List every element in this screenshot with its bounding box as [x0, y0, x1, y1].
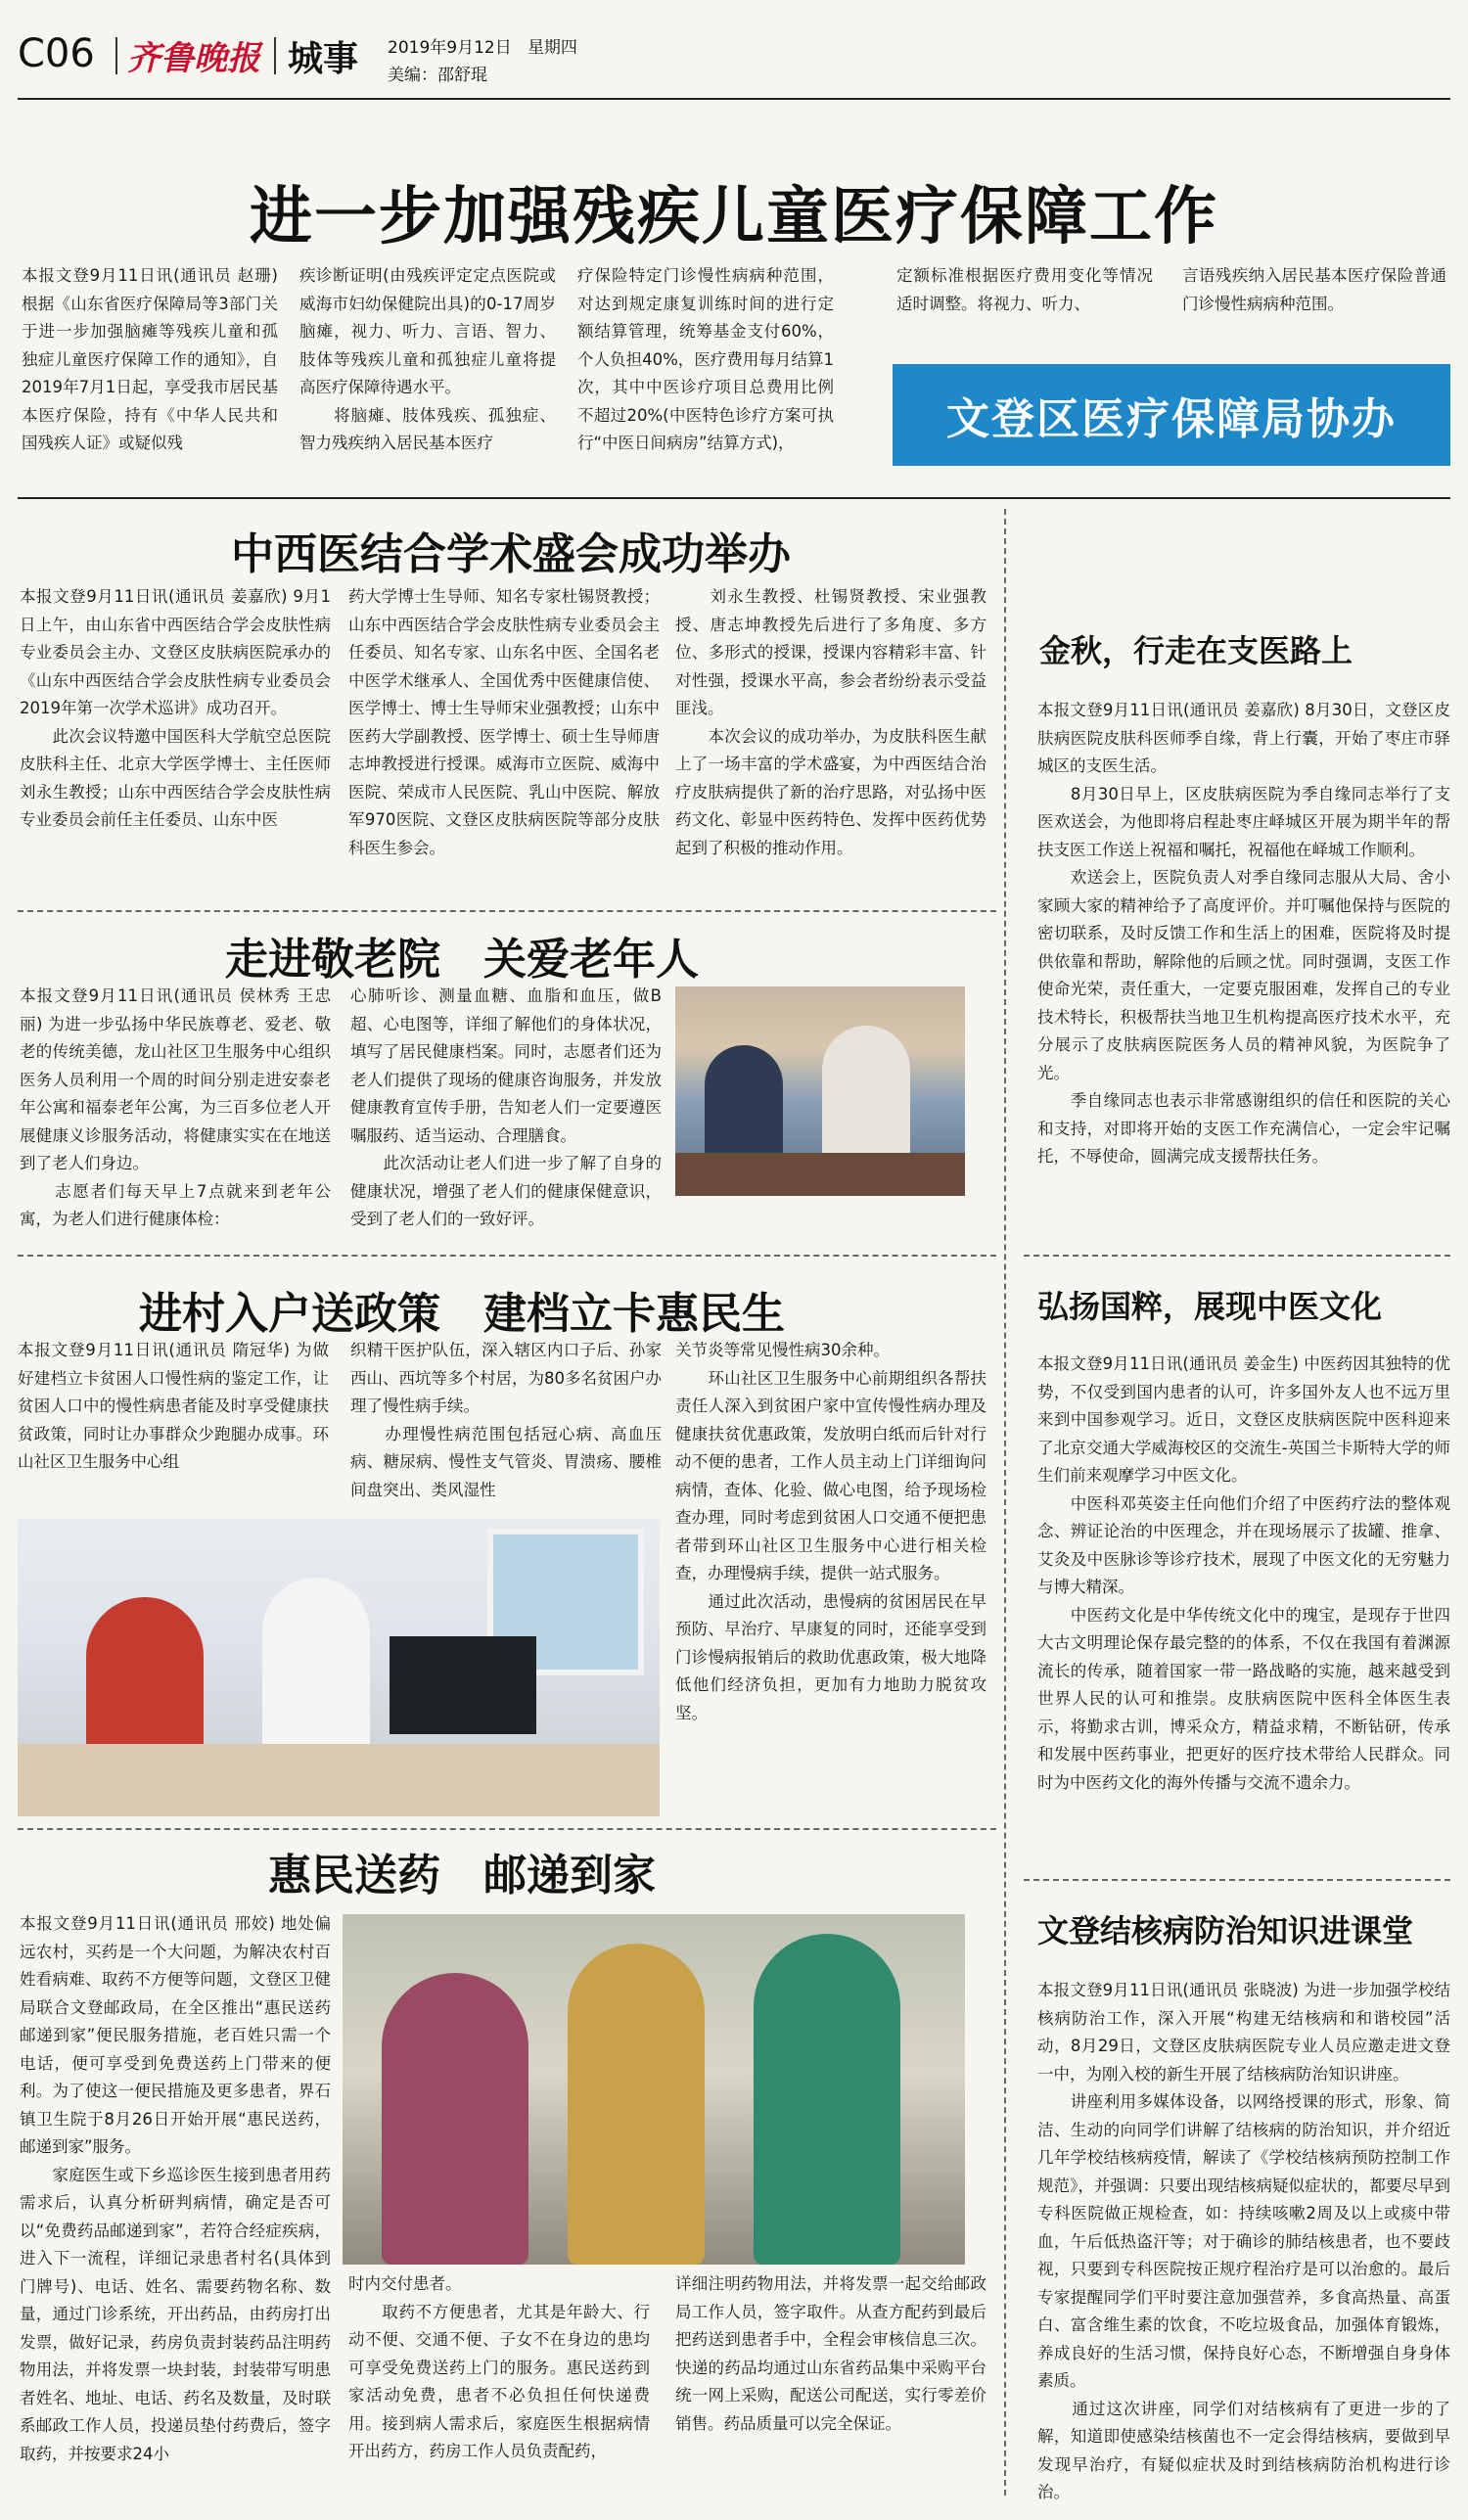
section-rule [18, 1255, 996, 1257]
article-text: 详细注明药物用法，并将发票一起交给邮政局工作人员，签字取件。从查方配药到最后把药送到患者手中，全程会审核信息三次。快递的药品均通过山东省药品集中采购平台统一网上采购，配送公司配送，实行零差价销售。药品质量可以完全保证。 [675, 2274, 986, 2433]
photo-figure [754, 1934, 900, 2265]
article-text: 言语残疾纳入居民基本医疗保险普通门诊慢性病病种范围。 [1182, 266, 1446, 313]
divider [274, 37, 276, 74]
article-text: 刘永生教授、杜锡贤教授、宋业强教授、唐志坤教授先后进行了多角度、多方位、多形式的授课，授课内容精彩丰富、针对性强，授课水平高，参会者纷纷表示受益匪浅。 本次会议的成功举办，为皮肤科医生献上了一场丰富的学术盛宴，为中西医结合治疗皮肤病提供了新的治疗思路，对弘扬中医药文化、彰显中医药特色、发挥中医药优势起到了积极的推动作用。 [675, 587, 986, 857]
article-text: 药大学博士生导师、知名专家杜锡贤教授；山东中西医结合学会皮肤性病专业委员会主任委员、知名专家、山东名中医、全国名老中医学术继承人、全国优秀中医健康信使、医学博士、博士生导师宋业强教授；山东中医药大学副教授、医学博士、硕士生导师唐志坤教授进行授课。威海市立医院、威海中医院、荣成市人民医院、乳山中医院、解放军970医院、文登区皮肤病医院等部分皮肤科医生参会。 [348, 587, 660, 857]
article-text: 疾诊断证明(由残疾评定定点医院或威海市妇幼保健院出具)的0-17周岁脑瘫，视力、听力、言语、智力、肢体等残疾儿童和孤独症儿童将提高医疗保障待遇水平。 将脑瘫、肢体残疾、孤独症、智力残疾纳入居民基本医疗 [299, 266, 556, 452]
article-text: 时内交付患者。 取药不方便患者，尤其是年龄大、行动不便、交通不便、子女不在身边的患均可享受免费送药上门的服务。惠民送药到家活动免费，患者不必负担任何快递费用。接到病人需求后，家庭医生根据病情开出药方，药房工作人员负责配药， [348, 2274, 650, 2460]
article-text: 疗保险特定门诊慢性病病种范围，对达到规定康复训练时间的进行定额结算管理，统筹基金支付60%，个人负担40%，医疗费用每月结算1次，其中中医诊疗项目总费用比例不超过20%(中医特色诊疗方案可执行“中医日间病房”结算方式)， [577, 266, 834, 452]
section-rule [1024, 1879, 1450, 1881]
section-rule [18, 497, 1450, 499]
headline: 金秋，行走在支医路上 [1039, 632, 1353, 669]
section-rule [18, 910, 996, 912]
headline: 中西医结合学术盛会成功举办 [231, 529, 791, 579]
section-name: 城事 [288, 39, 359, 79]
article-text: 本报文登9月11日讯(通讯员 侯林秀 王忠丽) 为进一步弘扬中华民族尊老、爱老、敬老的传统美德，龙山社区卫生服务中心组织医务人员利用一个周的时间分别走进安泰老年公寓和福泰老年公寓，为三百多位老人开展健康义诊服务活动，将健康实实在在地送到了老人们身边。 志愿者们每天早上7点就来到老年公寓，为老人们进行健康体检： [20, 986, 331, 1228]
article-text: 本报文登9月11日讯(通讯员 赵珊) 根据《山东省医疗保障局等3部门关于进一步加强脑瘫等残疾儿童和孤独症儿童医疗保障工作的通知》，自2019年7月1日起，享受我市居民基本医疗保险，持有《中华人民共和国残疾人证》或疑似残 [22, 266, 278, 452]
date: 2019年9月12日 [388, 38, 512, 58]
article-text: 本报文登9月11日讯(通讯员 姜金生) 中医药因其独特的优势，不仅受到国内患者的认可，许多国外友人也不远万里来到中国参观学习。近日，文登区皮肤病医院中医科迎来了北京交通大学威海校区的交流生-英国兰卡斯特大学的师生们前来观摩学习中医文化。 中医科邓英姿主任向他们介绍了中医药疗法的整体观念、辨证论治的中医理念，并在现场展示了拔罐、推拿、艾灸及中医脉诊等诊疗技术，展现了中医文化的无穷魅力与博大精深。 中医药文化是中华传统文化中的瑰宝，是现存于世四大古文明理论保存最完整的的体系，不仅在我国有着渊源流长的传承，随着国家一带一路战略的实施，越来越受到世界人民的认可和推崇。皮肤病医院中医科全体医生表示，将勤求古训，博采众方，精益求精，不断钻研，传承和发展中医药事业，把更好的医疗技术带给人民群众。同时为中医药文化的海外传播与交流不遗余力。 [1037, 1354, 1450, 1792]
masthead [18, 10, 1450, 94]
article-text: 心肺听诊、测量血糖、血脂和血压，做B超、心电图等，详细了解他们的身体状况，填写了居民健康档案。同时，志愿者们还为老人们提供了现场的健康咨询服务，并发放健康教育宣传手册，告知老人们一定要遵医嘱服药、适当运动、合理膳食。 此次活动让老人们进一步了解了自身的健康状况，增强了老人们的健康保健意识，受到了老人们的一致好评。 [350, 986, 662, 1228]
headline: 惠民送药 邮递到家 [268, 1851, 656, 1901]
headline: 弘扬国粹，展现中医文化 [1037, 1288, 1383, 1325]
weekday: 星期四 [527, 38, 577, 58]
photo-monitor [390, 1636, 536, 1734]
photo-medicine-delivery [343, 1914, 965, 2265]
sponsor-text: 文登区医疗保障局协办 [946, 394, 1397, 444]
article-text: 关节炎等常见慢性病30余种。 环山社区卫生服务中心前期组织各帮扶责任人深入到贫困户家中宣传慢性病办理及健康扶贫优惠政策，发放明白纸而后针对行动不便的患者，工作人员主动上门详细询问病情，查体、化验、做心电图，给予现场检查办理，同时考虑到贫困人口交通不便把患者带到环山社区卫生服务中心进行相关检查，办理慢病手续，提供一站式服务。 通过此次活动，患慢病的贫困居民在早预防、早治疗、早康复的同时，还能享受到门诊慢病报销后的救助优惠政策，极大地降低他们经济负担，更加有力地助力脱贫攻坚。 [675, 1341, 986, 1722]
article-text: 本报文登9月11日讯(通讯员 隋冠华) 为做好建档立卡贫困人口慢性病的鉴定工作，让贫困人口中的慢性病患者能及时享受健康扶贫政策，同时让办事群众少跑腿办成事。环山社区卫生服务中心组 [18, 1341, 329, 1471]
divider [115, 37, 117, 74]
headline: 文登结核病防治知识进课堂 [1037, 1912, 1414, 1949]
article-text: 定额标准根据医疗费用变化等情况适时调整。将视力、听力、 [896, 266, 1153, 313]
sponsor-banner [893, 364, 1450, 466]
article-text: 本报文登9月11日讯(通讯员 姜嘉欣) 9月1日上午，由山东省中西医结合学会皮肤性病专业委员会主办、文登区皮肤病医院承办的《山东中西医结合学会皮肤性病专业委员会2019年第一次学术巡讲》成功召开。 此次会议特邀中国医科大学航空总医院皮肤科主任、北京大学医学博士、主任医师刘永生教授；山东中西医结合学会皮肤性病专业委员会前任主任委员、山东中医 [20, 587, 331, 829]
headline: 进一步加强残疾儿童医疗保障工作 [250, 181, 1218, 253]
headline: 进村入户送政策 建档立卡惠民生 [139, 1289, 785, 1339]
photo-desk [18, 1744, 660, 1816]
photo-table [675, 1153, 965, 1196]
photo-elderly-checkup [675, 986, 965, 1196]
newspaper-logo: 齐鲁晚报 [127, 39, 260, 78]
article-text: 本报文登9月11日讯(通讯员 张晓波) 为进一步加强学校结核病防治工作，深入开展“构建无结核病和和谐校园”活动，8月29日，文登区皮肤病医院专业人员应邀走进文登一中，为刚入校的新生开展了结核病防治知识讲座。 讲座利用多媒体设备，以网络授课的形式，形象、简洁、生动的向同学们讲解了结核病的防治知识，并介绍近几年学校结核病疫情，解读了《学校结核病预防控制工作规范》，并强调：只要出现结核病疑似症状的，都要尽早到专科医院做正规检查，如：持续咳嗽2周及以上或痰中带血，午后低热盗汗等；对于确诊的肺结核患者，也不要歧视，只要到专科医院按正规疗程治疗是可以治愈的。最后专家提醒同学们平时要注意加强营养，多食高热量、高蛋白、富含维生素的饮食，不吃垃圾食品，加强体育锻炼，养成良好的生活习惯，保持良好心态，不断增强自身身体素质。 通过这次讲座，同学们对结核病有了更进一步的了解，知道即使感染结核菌也不一定会得结核病，要做到早发现早治疗，有疑似症状及时到结核病防治机构进行诊治。 [1037, 1981, 1450, 2501]
section-rule [18, 1828, 996, 1830]
column-divider [1004, 509, 1006, 2496]
photo-figure [568, 1944, 705, 2265]
section-rule [1024, 1255, 1450, 1257]
photo-home-visit [18, 1519, 660, 1816]
page-number: C06 [18, 31, 95, 76]
issue-date [388, 33, 577, 58]
article-text: 本报文登9月11日讯(通讯员 邢姣) 地处偏远农村，买药是一个大问题，为解决农村百姓看病难、取药不方便等问题，文登区卫健局联合文登邮政局，在全区推出“惠民送药邮递到家”便民服务措施，老百姓只需一个电话，便可享受到免费送药上门带来的便利。为了使这一便民措施及更多患者，界石镇卫生院于8月26日开始开展“惠民送药，邮递到家”服务。 家庭医生或下乡巡诊医生接到患者用药需求后，认真分析研判病情，确定是否可以“免费药品邮递到家”，若符合经症疾病，进入下一流程，详细记录患者村名(具体到门牌号)、电话、姓名、需要药物名称、数量，通过门诊系统，开出药品，由药房打出发票，做好记录，药房负责封装药品注明药物用法，并将发票一块封装，封装带写明患者姓名、地址、电话、药名及数量，及时联系邮政工作人员，投递员垫付药费后，签字取药，并按要求24小 [20, 1914, 331, 2463]
headline: 走进敬老院 关爱老年人 [225, 935, 699, 985]
article-text: 织精干医护队伍，深入辖区内口子后、孙家西山、西坑等多个村居，为80多名贫困户办理了慢性病手续。 办理慢性病范围包括冠心病、高血压病、糖尿病、慢性支气管炎、胃溃疡、腰椎间盘突出、类风湿性 [350, 1341, 662, 1499]
photo-figure [382, 1973, 528, 2265]
article-text: 本报文登9月11日讯(通讯员 姜嘉欣) 8月30日，文登区皮肤病医院皮肤科医师季自缘，背上行囊，开始了枣庄市驿城区的支医生活。 8月30日早上，区皮肤病医院为季自缘同志举行了支医欢送会，为他即将启程赴枣庄峄城区开展为期半年的帮扶支医工作送上祝福和嘱托，祝福他在峄城工作顺利。 欢送会上，医院负责人对季自缘同志服从大局、舍小家顾大家的精神给予了高度评价。并叮嘱他保持与医院的密切联系，及时反馈工作和生活上的困难，医院将及时提供依靠和帮助，解除他的后顾之忧。同时强调，支医工作使命光荣，责任重大，一定要克服困难，发挥自己的专业技术特长，积极帮扶当地卫生机构提高医疗技术水平，充分展示了皮肤病医院医务人员的精神风貌，为医院争了光。 季自缘同志也表示非常感谢组织的信任和医院的关心和支持，对即将开始的支医工作充满信心，一定会牢记嘱托，不辱使命，圆满完成支援帮扶任务。 [1037, 701, 1450, 1166]
masthead-rule [18, 98, 1450, 100]
editor-credit: 美编：邵舒琨 [388, 66, 487, 85]
photo-figure [705, 1045, 783, 1163]
